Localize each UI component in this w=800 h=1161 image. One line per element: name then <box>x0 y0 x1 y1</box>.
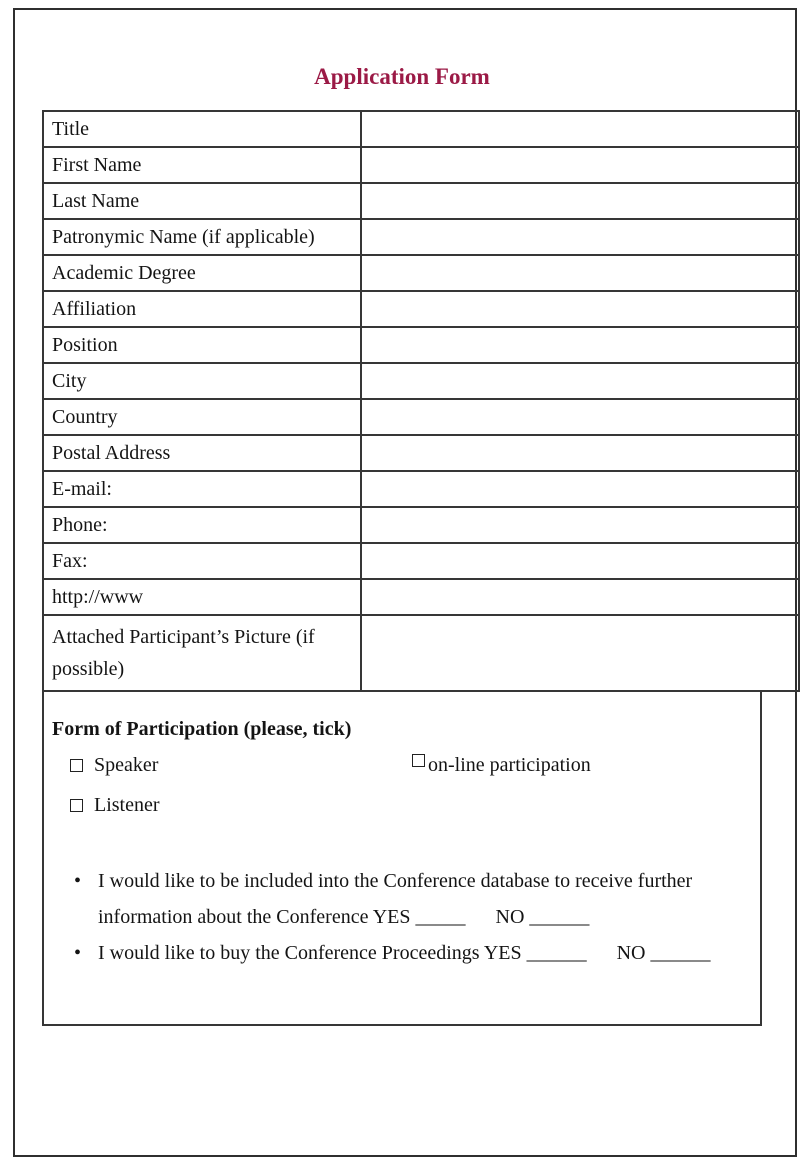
option-online-participation <box>412 752 591 778</box>
table-row <box>43 147 799 183</box>
table-row <box>43 435 799 471</box>
field-value-cell[interactable] <box>361 507 799 543</box>
table-row <box>43 579 799 615</box>
participation-section <box>42 690 762 1026</box>
field-value-cell[interactable] <box>361 471 799 507</box>
field-value-cell[interactable] <box>361 327 799 363</box>
field-label: http://www <box>43 579 361 615</box>
online-participation-checkbox[interactable] <box>412 754 425 767</box>
bullet-icon: • <box>74 870 82 892</box>
field-label: Attached Participant’s Picture (if possible) <box>43 615 361 691</box>
conference-database-statement <box>98 863 692 935</box>
list-item <box>74 863 752 935</box>
field-value-cell[interactable] <box>361 111 799 147</box>
field-value-cell[interactable] <box>361 615 799 691</box>
table-row <box>43 291 799 327</box>
field-label: First Name <box>43 147 361 183</box>
table-row <box>43 615 799 691</box>
field-value-cell[interactable] <box>361 579 799 615</box>
participation-option-row <box>70 752 752 778</box>
table-row <box>43 471 799 507</box>
field-value-cell[interactable] <box>361 399 799 435</box>
field-value-cell[interactable] <box>361 543 799 579</box>
participation-heading: Form of Participation (please, tick) <box>52 718 352 740</box>
field-label: E-mail: <box>43 471 361 507</box>
field-label: Title <box>43 111 361 147</box>
listener-label: Listener <box>94 794 160 816</box>
field-label: Patronymic Name (if applicable) <box>43 219 361 255</box>
participation-option-row <box>70 792 752 818</box>
list-item <box>74 935 752 971</box>
field-value-cell[interactable] <box>361 435 799 471</box>
speaker-label: Speaker <box>94 754 159 776</box>
online-participation-label: on-line participation <box>428 754 591 776</box>
listener-checkbox[interactable] <box>70 799 83 812</box>
table-row <box>43 507 799 543</box>
field-value-cell[interactable] <box>361 147 799 183</box>
field-label: Affiliation <box>43 291 361 327</box>
table-row <box>43 255 799 291</box>
speaker-checkbox[interactable] <box>70 759 83 772</box>
statement-line-yes-no-blanks: information about the Conference YES _____ NO ______ <box>98 906 590 928</box>
table-body <box>43 111 799 691</box>
field-label: Country <box>43 399 361 435</box>
table-row <box>43 219 799 255</box>
page-title: Application Form <box>314 64 490 89</box>
bullet-icon: • <box>74 942 82 964</box>
bullet-list <box>52 863 752 971</box>
table-row <box>43 543 799 579</box>
table-row <box>43 111 799 147</box>
field-value-cell[interactable] <box>361 363 799 399</box>
field-label: Academic Degree <box>43 255 361 291</box>
field-value-cell[interactable] <box>361 183 799 219</box>
application-fields-table <box>42 110 800 692</box>
field-value-cell[interactable] <box>361 219 799 255</box>
field-label: Last Name <box>43 183 361 219</box>
table-row <box>43 399 799 435</box>
field-label: Phone: <box>43 507 361 543</box>
field-value-cell[interactable] <box>361 291 799 327</box>
option-speaker <box>70 752 412 778</box>
field-value-cell[interactable] <box>361 255 799 291</box>
option-listener <box>70 792 160 818</box>
field-label: City <box>43 363 361 399</box>
buy-proceedings-statement <box>98 935 711 971</box>
table-row <box>43 183 799 219</box>
document-content <box>42 0 762 1026</box>
table-row <box>43 327 799 363</box>
field-label: Postal Address <box>43 435 361 471</box>
statement-line-yes-no-blanks: I would like to buy the Conference Proceedings YES ______ NO ______ <box>98 942 711 964</box>
field-label: Position <box>43 327 361 363</box>
field-label: Fax: <box>43 543 361 579</box>
table-row <box>43 363 799 399</box>
statement-line: I would like to be included into the Conference database to receive further <box>98 870 693 892</box>
